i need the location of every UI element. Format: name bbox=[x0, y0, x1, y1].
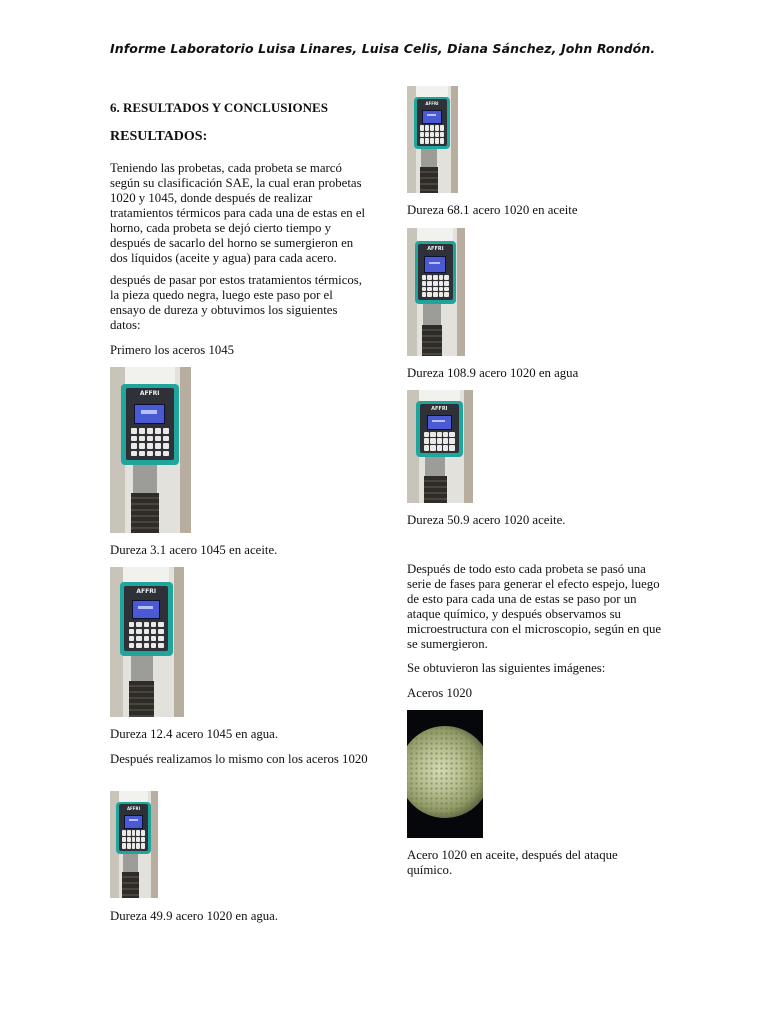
caption-1020-oil-2: Dureza 50.9 acero 1020 aceite. bbox=[407, 513, 566, 527]
brand-label: AFFRI bbox=[139, 389, 160, 397]
hardness-tester-photo-1020-water-2 bbox=[407, 228, 465, 356]
brand-label: AFFRI bbox=[126, 805, 141, 811]
caption-1045-oil: Dureza 3.1 acero 1045 en aceite. bbox=[110, 543, 278, 557]
paragraph-intro: Teniendo las probetas, cada probeta se marcó según su clasificación SAE, la cual eran probetas 1020 y 1045, donde después de realizar tratamientos térmicos para cada una de estas en el horno, cada probeta se dejó cierto tiempo y después de sacarlo del horno se sumergieron en dos líquidos (aceite y agua) para cada acero. bbox=[110, 161, 366, 265]
caption-1020-water: Dureza 49.9 acero 1020 en agua. bbox=[110, 909, 279, 923]
brand-label: AFFRI bbox=[427, 245, 444, 252]
paragraph-1020: Después realizamos lo mismo con los aceros 1020 bbox=[110, 752, 368, 766]
paragraph-images: Se obtuvieron las siguientes imágenes: bbox=[407, 661, 606, 675]
caption-1045-water: Dureza 12.4 acero 1045 en agua. bbox=[110, 727, 279, 741]
caption-microscope-1020-oil: Acero 1020 en aceite, después del ataque químico. bbox=[407, 848, 618, 877]
caption-1020-oil: Dureza 68.1 acero 1020 en aceite bbox=[407, 203, 578, 217]
paragraph-microstructure: Después de todo esto cada probeta se pasó una serie de fases para generar el efecto espejo, luego de esto para cada una de estas se paso por un ataque químico, y después observamos su microestructura con el microscopio, según en que se sumergieron. bbox=[407, 562, 662, 651]
paragraph-1045: Primero los aceros 1045 bbox=[110, 343, 235, 357]
hardness-tester-photo-1020-oil bbox=[407, 86, 458, 193]
paragraph-aceros-1020: Aceros 1020 bbox=[407, 686, 473, 700]
paragraph-treatment: después de pasar por estos tratamientos térmicos, la pieza quedo negra, luego este paso por el ensayo de dureza y obtuvimos los siguientes datos: bbox=[110, 273, 362, 332]
section-title: 6. RESULTADOS Y CONCLUSIONES bbox=[110, 100, 328, 115]
brand-label: AFFRI bbox=[431, 405, 448, 412]
hardness-tester-photo-1020-water bbox=[110, 791, 158, 898]
page-header: Informe Laboratorio Luisa Linares, Luisa Celis, Diana Sánchez, John Rondón. bbox=[110, 41, 656, 56]
hardness-tester-photo-1020-oil-2 bbox=[407, 390, 473, 503]
section-subtitle: RESULTADOS: bbox=[110, 129, 208, 144]
hardness-tester-photo-1045-oil bbox=[110, 367, 191, 533]
microscope-photo-1020-oil bbox=[407, 710, 483, 838]
brand-label: AFFRI bbox=[425, 100, 439, 106]
hardness-tester-photo-1045-water bbox=[110, 567, 184, 717]
caption-1020-water-2: Dureza 108.9 acero 1020 en agua bbox=[407, 366, 579, 380]
brand-label: AFFRI bbox=[136, 587, 157, 595]
